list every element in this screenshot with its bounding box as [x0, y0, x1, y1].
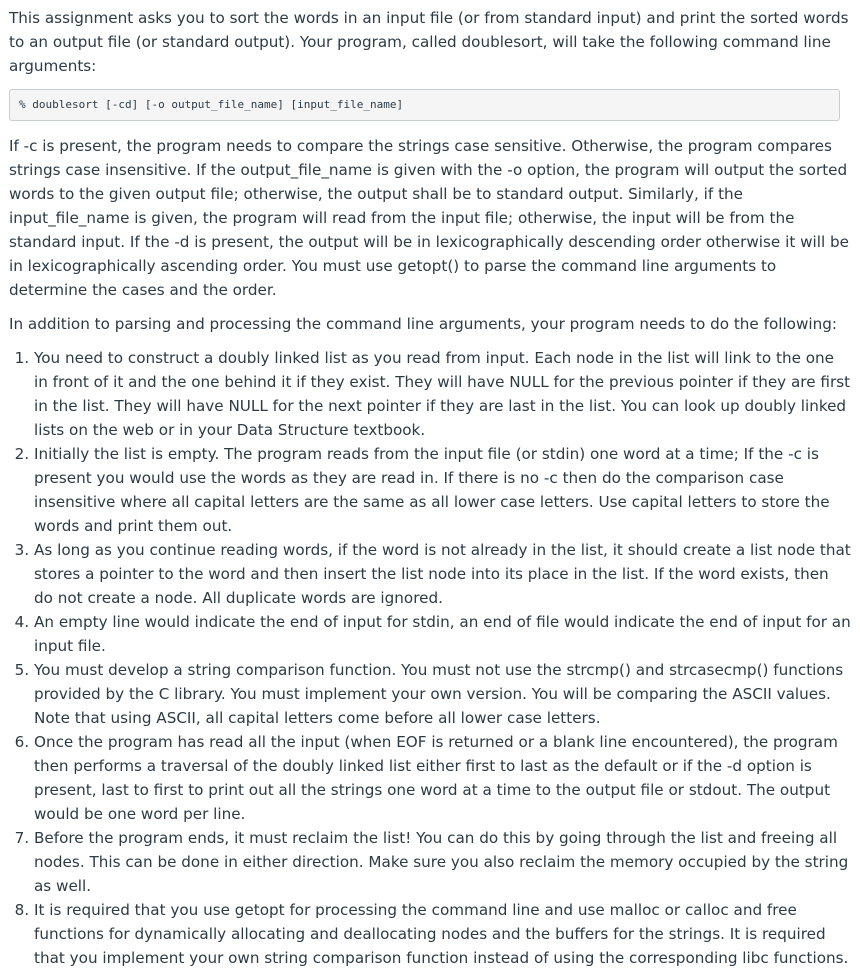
requirements-intro: In addition to parsing and processing the command line arguments, your program needs to do the following: [9, 315, 837, 333]
list-item: 1. You need to construct a doubly linked list as you read from input. Each node in the list will link to the one in front of it and the one behind it if they exist. They will have NULL for the previous pointer if they are first in the list. They will have NULL for the next pointer if they are last in the list. You can look up doubly linked lists on the web or in your Data Structure textbook. [34, 346, 852, 442]
list-item: 7. Before the program ends, it must reclaim the list! You can do this by going through the list and freeing all nodes. This can be done in either direction. Make sure you also reclaim the memory occupied by the string as well. [34, 826, 852, 898]
list-item: 8. It is required that you use getopt for processing the command line and use malloc or calloc and free functions for dynamically allocating and deallocating nodes and the buffers for the strings. It is required that you implement your own string comparison function instead of using the corresponding libc functions. [34, 898, 852, 970]
command-usage-code-block: % doublesort [-cd] [-o output_file_name] [input_file_name] [9, 89, 840, 121]
list-item: 2. Initially the list is empty. The program reads from the input file (or stdin) one word at a time; If the -c is present you would use the words as they are read in. If there is no -c then do the comparison case insensitive where all capital letters are the same as all lower case letters. Use capital letters to store the words and print them out. [34, 442, 852, 538]
list-item: 4. An empty line would indicate the end of input for stdin, an end of file would indicate the end of input for an input file. [34, 610, 852, 658]
list-item: 6. Once the program has read all the input (when EOF is returned or a blank line encountered), the program then performs a traversal of the doubly linked list either first to last as the default or if the -d option is present, last to first to print out all the strings one word at a time to the output file or stdout. The output would be one word per line. [34, 730, 852, 826]
intro-paragraph: This assignment asks you to sort the words in an input file (or from standard input) and print the sorted words to an output file (or standard output). Your program, called doublesort, will take the following command line arguments: [9, 9, 849, 75]
requirements-list [9, 346, 852, 970]
options-paragraph: If -c is present, the program needs to compare the strings case sensitive. Otherwise, the program compares strings case insensitive. If the output_file_name is given with the -o option, the program will output the sorted words to the given output file; otherwise, the output shall be to standard output. Similarly, if the input_file_name is given, the program will read from the input file; otherwise, the input will be from the standard input. If the -d is present, the output will be in lexicographically descending order otherwise it will be in lexicographically ascending order. You must use getopt() to parse the command line arguments to determine the cases and the order. [9, 137, 849, 299]
list-item: 5. You must develop a string comparison function. You must not use the strcmp() and strcasecmp() functions provided by the C library. You must implement your own version. You will be comparing the ASCII values. Note that using ASCII, all capital letters come before all lower case letters. [34, 658, 852, 730]
list-item: 3. As long as you continue reading words, if the word is not already in the list, it should create a list node that stores a pointer to the word and then insert the list node into its place in the list. If the word exists, then do not create a node. All duplicate words are ignored. [34, 538, 852, 610]
